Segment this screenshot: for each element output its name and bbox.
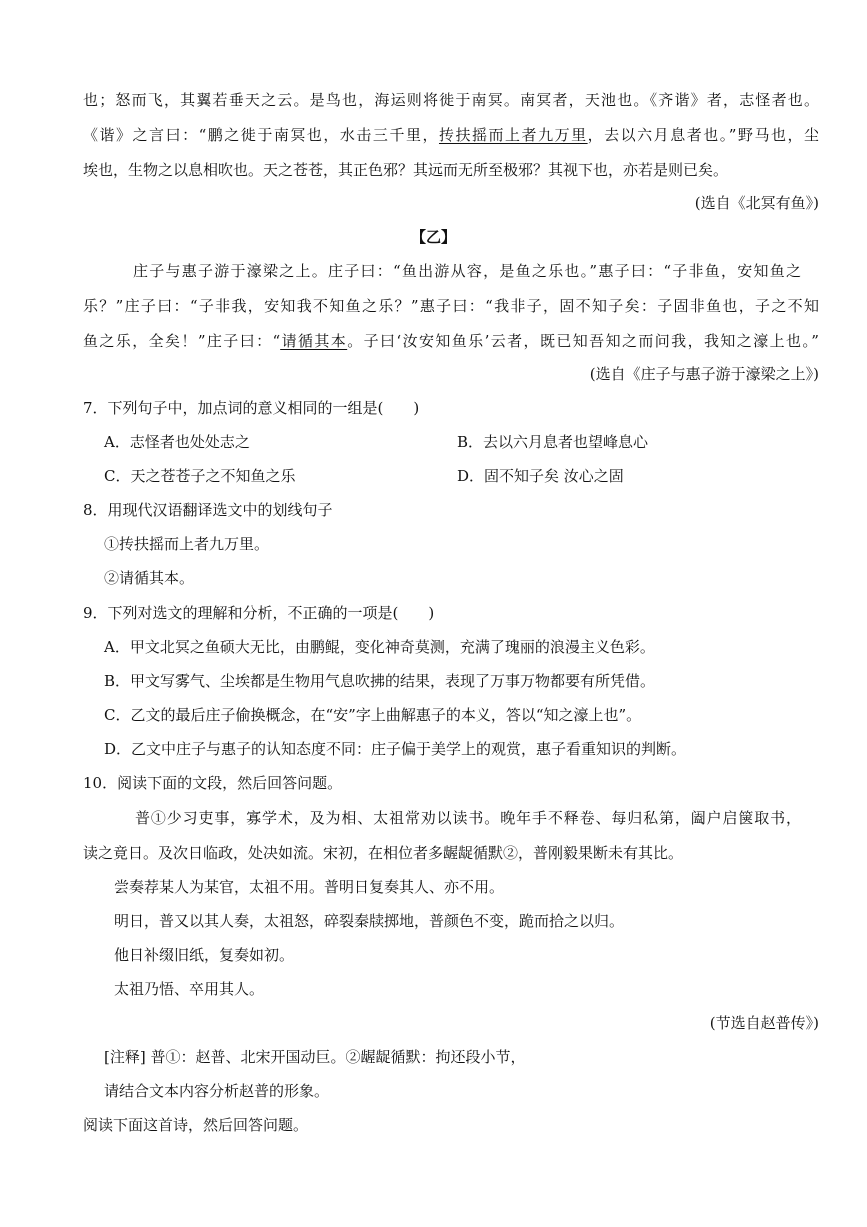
q8-stem: 8．用现代汉语翻译选文中的划线句子 [83,501,333,519]
q9-option-c: C．乙文的最后庄子偷换概念，在“安”字上曲解惠子的本义，答以“知之濠上也”。 [104,706,642,724]
yi-source: (选自《庄子与惠子游于濠梁之上》) [589,365,819,383]
q9-stem: 9．下列对选文的理解和分析，不正确的一项是( ) [83,604,435,622]
yi-line-2: 乐？”庄子曰：“子非我，安知我不知鱼之乐？”惠子曰：“我非子，固不知子矣：子固非鱼也，子之不知 [83,297,819,315]
poem-intro: 阅读下面这首诗，然后回答问题。 [83,1116,309,1134]
q10-para-4: 明日，普又以其人奏，太祖怒，碎裂秦牍掷地，普颜色不变，跪而拾之以归。 [114,912,625,930]
q7-stem: 7．下列句子中，加点词的意义相同的一组是( ) [83,399,420,417]
q10-para-5: 他日补缀旧纸，复奏如初。 [114,946,295,964]
jia-line-2: 《谐》之言曰：“鹏之徙于南冥也，水击三千里，抟扶摇而上者九万里，去以六月息者也。”野马也，尘 [83,126,819,144]
yi-heading: 【乙】 [410,228,456,246]
q9-option-a: A．甲文北冥之鱼硕大无比，由鹏鲲，变化神奇莫测，充满了瑰丽的浪漫主义色彩。 [104,638,655,656]
underlined-sentence-2: 请循其本 [280,332,348,350]
q8-item-1: ①抟扶摇而上者九万里。 [104,535,270,553]
q7-option-b: B．去以六月息者也望峰息心 [457,433,649,451]
q10-para-1: 普①少习吏事，寡学术，及为相、太祖常劝以读书。晚年手不释卷、每归私第，阖户启箧取书， [135,809,801,827]
underlined-sentence-1: 抟扶摇而上者九万里 [438,126,588,144]
q7-option-a: A．志怪者也处处志之 [104,433,250,451]
q8-item-2: ②请循其本。 [104,569,195,587]
q10-para-2: 读之竟日。及次日临政，处决如流。宋初，在相位者多龌龊循默②，普刚毅果断未有其比。 [83,844,684,862]
q10-para-6: 太祖乃悟、卒用其人。 [114,980,265,998]
q9-option-d: D．乙文中庄子与惠子的认知态度不同：庄子偏于美学上的观赏，惠子看重知识的判断。 [104,740,687,758]
jia-line-3: 埃也，生物之以息相吹也。天之苍苍，其正色邪？其远而无所至极邪？其视下也，亦若是则已矣。 [83,161,729,179]
q7-option-c: C．天之苍苍子之不知鱼之乐 [104,467,296,485]
q10-stem: 10．阅读下面的文段，然后回答问题。 [83,774,343,792]
q10-note: [注释] 普①：赵普、北宋开国动巨。②龌龊循默：拘还段小节， [104,1048,526,1066]
yi-line-3: 鱼之乐，全矣！”庄子曰：“请循其本。子曰‘汝安知鱼乐’云者，既已知吾知之而问我，我知之濠上也。” [83,332,819,350]
jia-source: (选自《北冥有鱼》) [694,194,819,212]
q10-para-3: 尝奏荐某人为某官，太祖不用。普明日复奏其人、亦不用。 [114,878,505,896]
q7-option-d: D．固不知子矣 汝心之固 [457,467,624,485]
jia-line-1: 也；怒而飞，其翼若垂天之云。是鸟也，海运则将徙于南冥。南冥者，天池也。《齐谐》者，志怪者也。 [83,91,819,109]
q9-option-b: B．甲文写雾气、尘埃都是生物用气息吹拂的结果，表现了万事万物都要有所凭借。 [104,672,656,690]
yi-line-1: 庄子与惠子游于濠梁之上。庄子曰：“鱼出游从容，是鱼之乐也。”惠子曰：“子非鱼，安知鱼之 [133,262,801,280]
q10-source: (节选自赵普传》) [709,1014,819,1032]
q10-question: 请结合文本内容分析赵普的形象。 [104,1082,330,1100]
